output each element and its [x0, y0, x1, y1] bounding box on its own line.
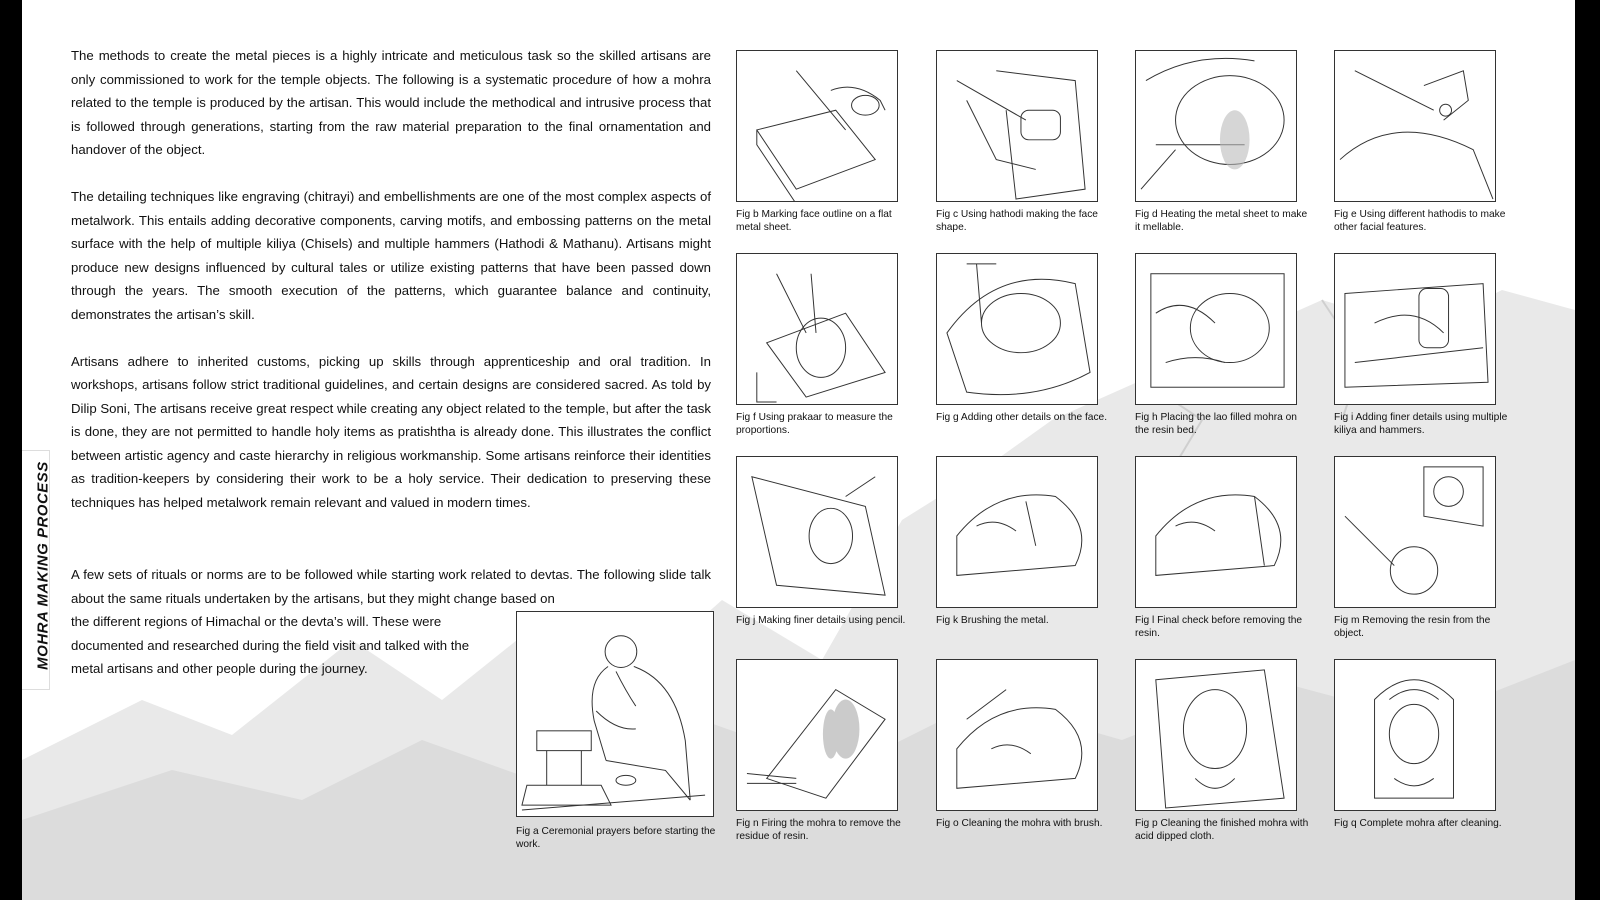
measuring-drawing — [737, 254, 897, 404]
paragraph-methods: The methods to create the metal pieces is a highly intricate and meticulous task so the skilled artisans are only commissioned to work for the temple objects. The following is a systematic procedure of how a mohra related to the temple is produced by the artisan. This would include the methodical and intrusive process that is followed through generations, starting from the raw material preparation to the final ornamentation and handover of the object. — [71, 48, 711, 157]
figure-k-caption: Fig k Brushing the metal. — [936, 615, 1049, 626]
figure-o — [936, 659, 1111, 831]
figure-c — [936, 50, 1111, 234]
figure-l-caption: Fig l Final check before removing the resin. — [1135, 615, 1303, 639]
finer-details-drawing — [1335, 254, 1495, 404]
document-page — [22, 0, 1575, 900]
figure-b — [736, 50, 911, 234]
final-check-drawing — [1136, 457, 1296, 607]
marking-sheet-drawing — [737, 51, 897, 201]
brushing-drawing — [937, 457, 1097, 607]
pencil-details-drawing — [737, 457, 897, 607]
figure-c-caption: Fig c Using hathodi making the face shape. — [936, 209, 1098, 233]
figure-e-caption: Fig e Using different hathodis to make other facial features. — [1334, 209, 1506, 233]
figure-d — [1135, 50, 1310, 234]
rituals-text-narrow: the different regions of Himachal or the devta’s will. These were documented and researched during the field visit and talked with the metal artisans and other people during the journey. — [71, 614, 470, 676]
paragraph-detailing: The detailing techniques like engraving (chitrayi) and embellishments are one of the most complex aspects of metalwork. This entails adding decorative components, carving motifs, and embossing patterns on the metal surface with the help of multiple kiliya (Chisels) and multiple hammers (Hathodi & Mathanu). Artisans might produce new designs influenced by cultural tales or utilize existing patterns that have been passed down through the years. The smooth execution of the patterns, which guarantee balance and continuity, demonstrates the artisan’s skill. — [71, 189, 711, 322]
paragraph-customs: Artisans adhere to inherited customs, picking up skills through apprenticeship and oral tradition. In workshops, artisans follow strict traditional guidelines, and certain designs are considered sacred. As told by Dilip Soni, The artisans receive great respect while creating any object related to the temple, but after the task is done, they are not permitted to handle holy items as pratishtha is already done. This illustrates the conflict between artistic agency and caste hierarchy in religious workmanship. Some artisans reinforce their identities as tradition-keepers by considering their work to be a holy service. Their dedication to preserving these techniques has helped metalwork remain relevant and valued in modern times. — [71, 353, 711, 510]
figure-a-caption: Fig a Ceremonial prayers before starting the work. — [516, 826, 716, 850]
ceremonial-prayers-drawing — [517, 612, 713, 816]
figure-j — [736, 456, 911, 628]
figure-h — [1135, 253, 1310, 437]
heating-sheet-drawing — [1136, 51, 1296, 201]
firing-drawing — [737, 660, 897, 810]
hammer-features-drawing — [1335, 51, 1495, 201]
figure-f-caption: Fig f Using prakaar to measure the proportions. — [736, 412, 893, 436]
figure-a — [516, 611, 714, 817]
figure-k — [936, 456, 1111, 628]
intro-text — [71, 44, 711, 538]
figure-j-caption: Fig j Making finer details using pencil. — [736, 615, 906, 626]
side-title: MOHRA MAKING PROCESS — [34, 461, 52, 670]
figure-q — [1334, 659, 1509, 831]
figure-o-caption: Fig o Cleaning the mohra with brush. — [936, 818, 1103, 829]
removing-resin-drawing — [1335, 457, 1495, 607]
figure-m-caption: Fig m Removing the resin from the object. — [1334, 615, 1491, 639]
figure-e — [1334, 50, 1509, 234]
resin-bed-drawing — [1136, 254, 1296, 404]
figure-g — [936, 253, 1111, 425]
hammer-shaping-drawing — [937, 51, 1097, 201]
complete-mohra-drawing — [1335, 660, 1495, 810]
figure-n-caption: Fig n Firing the mohra to remove the residue of resin. — [736, 818, 901, 842]
cleaning-brush-drawing — [937, 660, 1097, 810]
figure-p-caption: Fig p Cleaning the finished mohra with acid dipped cloth. — [1135, 818, 1309, 842]
figure-i — [1334, 253, 1509, 437]
figure-n — [736, 659, 911, 843]
rituals-text-wide: A few sets of rituals or norms are to be followed while starting work related to devtas. The following slide talk about the same rituals undertaken by the artisans, but they might change based on — [71, 567, 711, 606]
figure-b-caption: Fig b Marking face outline on a flat metal sheet. — [736, 209, 892, 233]
figure-m — [1334, 456, 1509, 640]
figure-q-caption: Fig q Complete mohra after cleaning. — [1334, 818, 1502, 829]
figure-p — [1135, 659, 1310, 843]
figure-d-caption: Fig d Heating the metal sheet to make it mellable. — [1135, 209, 1308, 233]
figure-h-caption: Fig h Placing the lao filled mohra on the resin bed. — [1135, 412, 1297, 436]
figure-g-caption: Fig g Adding other details on the face. — [936, 412, 1108, 423]
figure-i-caption: Fig i Adding finer details using multiple kiliya and hammers. — [1334, 412, 1508, 436]
details-face-drawing — [937, 254, 1097, 404]
figure-f — [736, 253, 911, 437]
figure-l — [1135, 456, 1310, 640]
acid-cleaning-drawing — [1136, 660, 1296, 810]
